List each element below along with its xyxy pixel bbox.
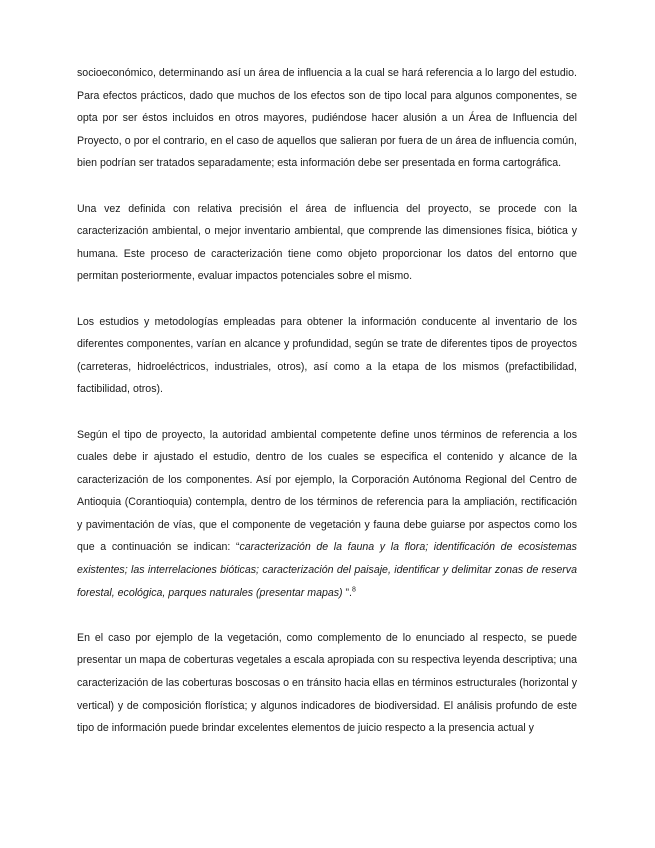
- paragraph-quote-italic: caracterización de la fauna y la flora; identificación de ecosistemas existentes; las interrelaciones bióticas; caracterización del paisaje, identificar y delimitar zonas de reserva forestal, ecológica, parques naturales (presentar mapas): [77, 541, 577, 599]
- paragraph-vegetacion: [77, 627, 577, 740]
- paragraph-text: Los estudios y metodologías empleadas para obtener la información conducente al inventario de los diferentes componentes, varían en alcance y profundidad, según se trate de diferentes tipos de proyectos (carreteras, hidroeléctricos, industriales, otros), así como a la etapa de los mismos (prefactibilidad, factibilidad, otros).: [77, 315, 577, 396]
- paragraph-caracterizacion-ambiental: [77, 198, 577, 288]
- paragraph-area-influencia: [77, 62, 577, 175]
- footnote-reference[interactable]: 8: [352, 586, 356, 594]
- paragraph-text: Una vez definida con relativa precisión el área de influencia del proyecto, se procede con la caracterización ambiental, o mejor inventario ambiental, que comprende las dimensiones física, biótica y humana. Este proceso de caracterización tiene como objeto proporcionar los datos del entorno que permitan posteriormente, evaluar impactos potenciales sobre el mismo.: [77, 202, 577, 283]
- paragraph-text: socioeconómico, determinando así un área de influencia a la cual se hará referencia a lo largo del estudio. Para efectos prácticos, dado que muchos de los efectos son de tipo local para algunos componentes, se opta por ser éstos incluidos en otros mayores, pudiéndose hacer alusión a un Área de Influencia del Proyecto, o por el contrario, en el caso de aquellos que salieran por fuera de un área de influencia común, bien podrían ser tratados separadamente; esta información debe ser presentada en forma cartográfica.: [77, 67, 577, 170]
- paragraph-estudios-metodologias: [77, 311, 577, 401]
- document-page: [77, 62, 577, 762]
- paragraph-terminos-referencia: [77, 424, 577, 605]
- paragraph-text: Según el tipo de proyecto, la autoridad ambiental competente define unos términos de referencia a los cuales debe ir ajustado el estudio, dentro de los cuales se especifica el contenido y alcance de la caracterización de los componentes. Así por ejemplo, la Corporación Autónoma Regional del Centro de Antioquia (Corantioquia) contempla, dentro de los términos de referencia para la ampliación, rectificación y pavimentación de vías, que el componente de vegetación y fauna debe guiarse por aspectos como los que a continuación se indican: “: [77, 428, 577, 554]
- paragraph-text: En el caso por ejemplo de la vegetación, como complemento de lo enunciado al respecto, se puede presentar un mapa de coberturas vegetales a escala apropiada con su respectiva leyenda descriptiva; una caracterización de las coberturas boscosas o en tránsito hacia ellas en términos estructurales (horizontal y vertical) y de composición florística; y algunos indicadores de biodiversidad. El análisis profundo de este tipo de información puede brindar excelentes elementos de juicio respecto a la presencia actual y: [77, 631, 577, 735]
- paragraph-quote-close: ”.: [342, 586, 352, 599]
